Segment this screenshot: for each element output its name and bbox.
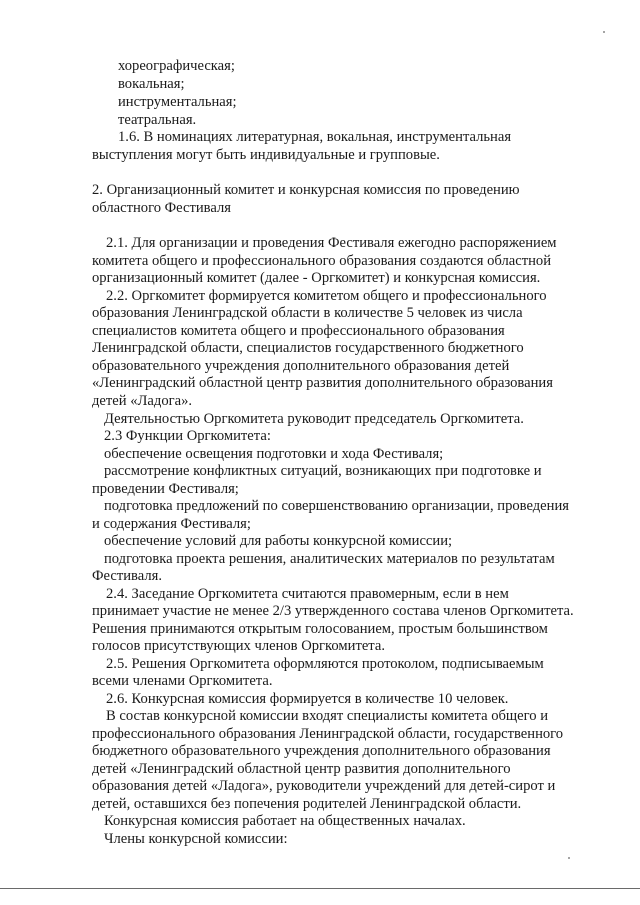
paragraph-2-2-line-5: образовательного учреждения дополнительного образования детей — [92, 358, 510, 374]
paragraph-members-heading: Члены конкурсной комиссии: — [104, 831, 288, 847]
section-2-heading-line-1: 2. Организационный комитет и конкурсная комиссия по проведению — [92, 182, 520, 198]
paragraph-composition-line-6: детей, оставшихся без попечения родителей Ленинградской области. — [92, 796, 522, 812]
paragraph-2-2-line-6: «Ленинградский областной центр развития дополнительного образования — [92, 375, 553, 391]
function-item-3-line-2: и содержания Фестиваля; — [92, 516, 251, 532]
paragraph-composition-line-3: бюджетного образовательного учреждения дополнительного образования — [92, 743, 551, 759]
paragraph-2-2-line-4: Ленинградской области, специалистов государственного бюджетного — [92, 340, 524, 356]
paragraph-2-1-line-2: комитета общего и профессионального образования создаются областной — [92, 253, 552, 269]
paragraph-composition-line-1: В состав конкурсной комиссии входят специалисты комитета общего и — [106, 708, 549, 724]
paragraph-2-5-line-1: 2.5. Решения Оргкомитета оформляются протоколом, подписываемым — [106, 656, 544, 672]
list-item-theatrical: театральная. — [118, 112, 197, 128]
list-item-vocal: вокальная; — [118, 76, 185, 92]
paragraph-2-3-heading: 2.3 Функции Оргкомитета: — [104, 428, 271, 444]
paragraph-2-1-line-1: 2.1. Для организации и проведения Фестиваля ежегодно распоряжением — [106, 235, 557, 251]
paragraph-2-2-line-7: детей «Ладога». — [92, 393, 193, 409]
paragraph-2-4-line-3: Решения принимаются открытым голосованием, простым большинством — [92, 621, 548, 637]
paragraph-composition-line-2: профессионального образования Ленинградской области, государственного — [92, 726, 564, 742]
paragraph-composition-line-5: образования детей «Ладога», руководители учреждений для детей-сирот и — [92, 778, 556, 794]
scan-speck — [568, 857, 570, 859]
paragraph-2-2-line-1: 2.2. Оргкомитет формируется комитетом общего и профессионального — [106, 288, 547, 304]
function-item-1: обеспечение освещения подготовки и хода Фестиваля; — [104, 446, 444, 462]
paragraph-2-4-line-1: 2.4. Заседание Оргкомитета считаются правомерным, если в нем — [106, 586, 509, 602]
function-item-5-line-2: Фестиваля. — [92, 568, 162, 584]
paragraph-composition-line-4: детей «Ленинградский областной центр развития дополнительного — [92, 761, 511, 777]
function-item-3-line-1: подготовка предложений по совершенствованию организации, проведения — [104, 498, 569, 514]
paragraph-2-5-line-2: всеми членами Оргкомитета. — [92, 673, 273, 689]
list-item-instrumental: инструментальная; — [118, 94, 237, 110]
paragraph-2-2-line-3: специалистов комитета общего и профессионального образования — [92, 323, 505, 339]
paragraph-2-1-line-3: организационный комитет (далее - Оргкомитет) и конкурсная комиссия. — [92, 270, 541, 286]
paragraph-2-2-line-2: образования Ленинградской области в количестве 5 человек из числа — [92, 305, 523, 321]
list-item-choreographic: хореографическая; — [118, 58, 235, 74]
paragraph-1-6-line-1: 1.6. В номинациях литературная, вокальная, инструментальная — [118, 129, 512, 145]
section-2-heading-line-2: областного Фестиваля — [92, 200, 231, 216]
scan-speck — [603, 31, 605, 33]
paragraph-chairman: Деятельностью Оргкомитета руководит председатель Оргкомитета. — [104, 411, 524, 427]
function-item-2-line-1: рассмотрение конфликтных ситуаций, возникающих при подготовке и — [104, 463, 542, 479]
paragraph-2-4-line-4: голосов присутствующих членов Оргкомитета. — [92, 638, 385, 654]
paragraph-2-6: 2.6. Конкурсная комиссия формируется в количестве 10 человек. — [106, 691, 509, 707]
function-item-4: обеспечение условий для работы конкурсной комиссии; — [104, 533, 453, 549]
scan-bottom-edge — [0, 888, 640, 889]
function-item-5-line-1: подготовка проекта решения, аналитических материалов по результатам — [104, 551, 555, 567]
paragraph-volunteer: Конкурсная комиссия работает на общественных началах. — [104, 813, 466, 829]
paragraph-1-6-line-2: выступления могут быть индивидуальные и групповые. — [92, 147, 440, 163]
function-item-2-line-2: проведении Фестиваля; — [92, 481, 239, 497]
paragraph-2-4-line-2: принимает участие не менее 2/3 утвержденного состава членов Оргкомитета. — [92, 603, 574, 619]
